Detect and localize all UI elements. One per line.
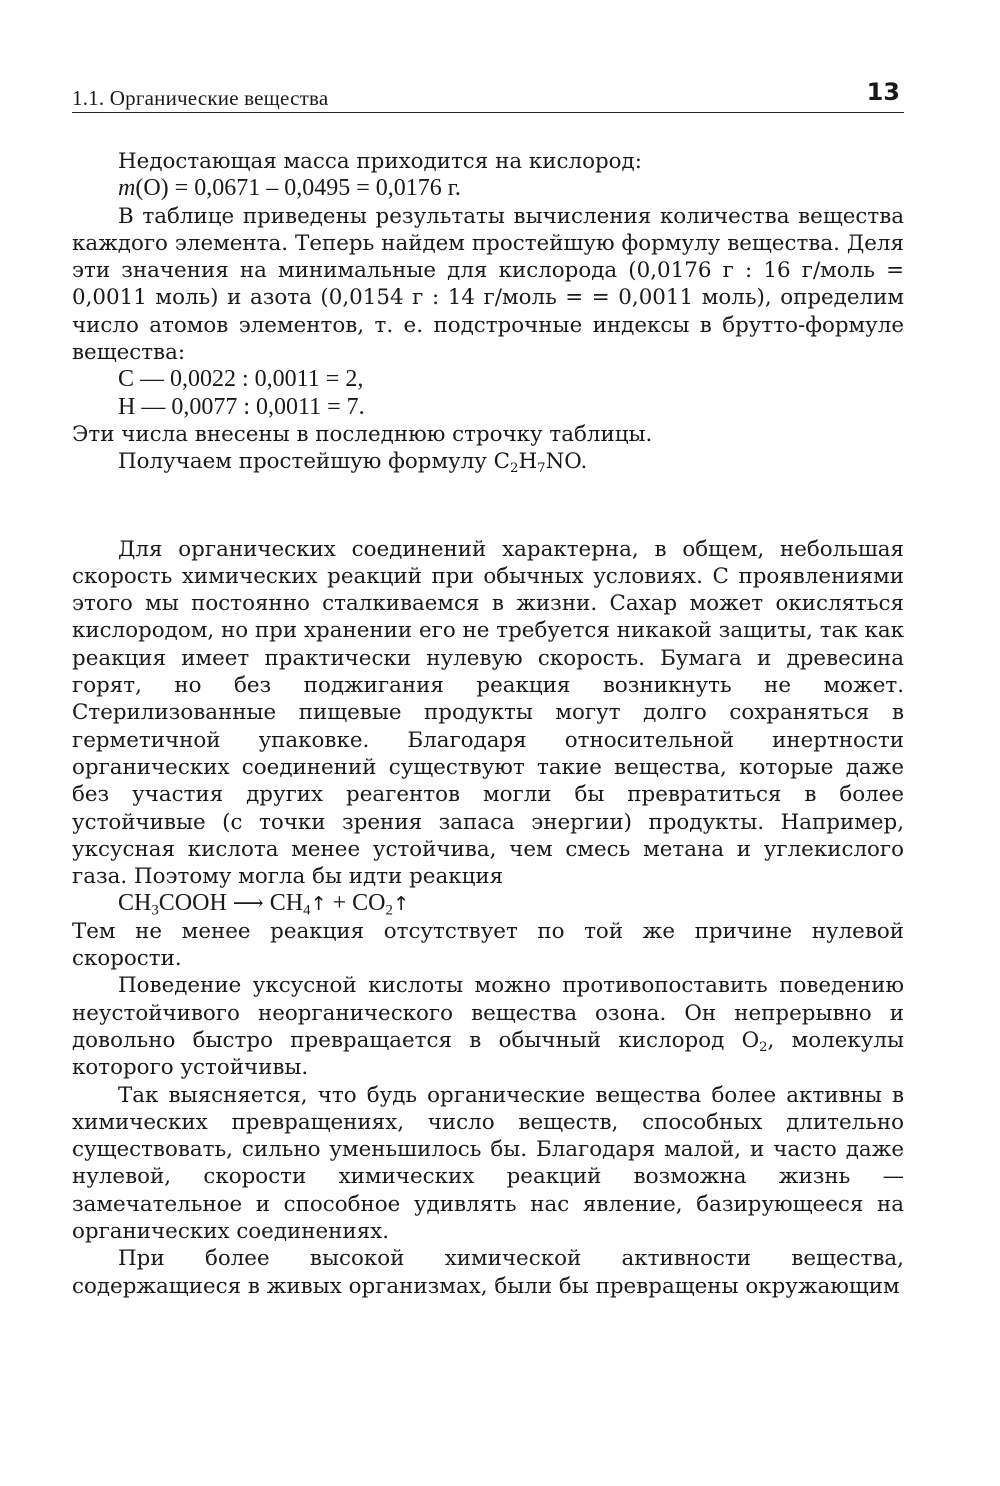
subscript: 2: [385, 902, 393, 919]
text: Поведение уксусной кислоты можно противопоставить поведению неустойчивого неорганического вещества озона. Он непрерывно и довольно быстро превращается в обычный кислород O: [72, 973, 904, 1053]
paragraph: Для органических соединений характерна, в общем, небольшая скорость химических реакций при обычных условиях. С проявлениями этого мы постоянно сталкиваемся в жизни. Сахар может окисляться кислородом, но при хранении его не требуется никакой защиты, так как реакция имеет практически нулевую скорость. Бумага и древесина горят, но без поджигания реакция возникнуть не может. Стерилизованные пищевые продукты могут долго сохраняться в герметичной упаковке. Благодаря относительной инертности органических соединений существуют такие вещества, которые даже без участия других реагентов могли бы превратиться в более устойчивые (с точки зрения запаса энергии) продукты. Например, уксусная кислота менее устойчива, чем смесь метана и углекислого газа. Поэтому могла бы идти реакция: [72, 536, 904, 890]
paragraph: В таблице приведены результаты вычисления количества вещества каждого элемента. Теперь найдем простейшую формулу вещества. Деля эти значения на минимальные для кислорода (0,0176 г : 16 г/моль = 0,0011 моль) и азота (0,0154 г : 14 г/моль = = 0,0011 моль), определим число атомов элементов, т. е. подстрочные индексы в брутто-формуле вещества:: [72, 203, 904, 366]
text: CH: [118, 890, 152, 917]
paragraph: Тем не менее реакция отсутствует по той же причине нулевой скорости.: [72, 918, 904, 972]
formula-variable: m: [118, 175, 136, 202]
reaction-equation: [72, 890, 904, 917]
text: H: [518, 449, 538, 475]
text: , молекулы которого устойчивы.: [72, 1027, 904, 1081]
page-header: [72, 78, 904, 113]
subscript: 4: [303, 902, 311, 919]
paragraph-simplest-formula: [72, 448, 904, 475]
gas-arrow-icon: ↑: [392, 892, 410, 916]
running-title: 1.1. Органические вещества: [72, 86, 329, 110]
paragraph: Недостающая масса приходится на кислород:: [118, 149, 642, 174]
section-gap: [72, 476, 904, 536]
page-number: 13: [866, 78, 900, 106]
text: Получаем простейшую формулу C: [118, 449, 511, 475]
subscript: 2: [759, 1039, 768, 1055]
paragraph: При более высокой химической активности вещества, содержащиеся в живых организмах, были бы превращены окружающим: [72, 1246, 904, 1299]
reaction-arrow-icon: ⟶: [232, 891, 264, 916]
paragraph: Эти числа внесены в последнюю строчку таблицы.: [72, 421, 653, 447]
subscript: 3: [151, 902, 159, 919]
paragraph: Так выясняется, что будь органические вещества более активны в химических превращениях, число веществ, способных длительно существовать, сильно уменьшилось бы. Благодаря малой, и часто даже нулевой, скорости химических реакций возможна жизнь — замечательное и способное удивлять нас явление, базирующееся на органических соединениях.: [72, 1082, 904, 1244]
text: CH: [269, 890, 304, 917]
formula-carbon: C — 0,0022 : 0,0011 = 2,: [118, 366, 364, 393]
subscript: 7: [537, 461, 546, 477]
text: NO.: [545, 449, 588, 475]
formula-oxygen-mass: [72, 175, 904, 202]
gas-arrow-icon: ↑: [310, 892, 327, 916]
page-body: [72, 148, 904, 1300]
formula-hydrogen: H — 0,0077 : 0,0011 = 7.: [118, 393, 365, 420]
formula-expression: (O) = 0,0671 – 0,0495 = 0,0176 г.: [135, 175, 461, 202]
text: + CO: [326, 890, 386, 917]
text: COOH: [158, 890, 227, 917]
subscript: 2: [510, 461, 519, 477]
paragraph-ozone: [72, 972, 904, 1081]
